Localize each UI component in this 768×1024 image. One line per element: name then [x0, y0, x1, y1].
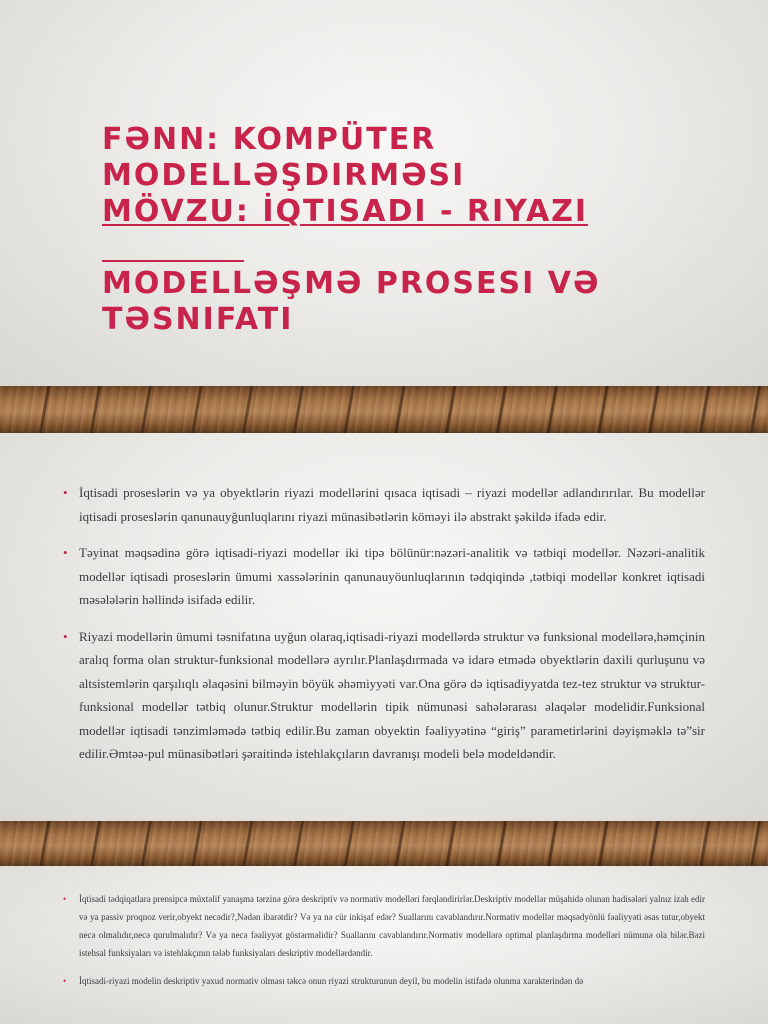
wood-floor-divider: [0, 821, 768, 866]
paragraph-text: İqtisadi proseslərin və ya obyektlərin riyazi modellərini qısaca iqtisadi – riyazi modellər adlandırırılar. Bu modellər iqtisadi proseslərin qanunauyğunluqlarını riyazi münasibətlərin köməyi ilə abstrakt şəkildə ifadə edir.: [79, 485, 705, 524]
list-item: [63, 972, 705, 990]
title-line: TƏSNIFATI: [102, 302, 294, 337]
bullet-list: [63, 481, 705, 779]
bullet-list: [63, 890, 705, 1000]
title-line: MODELLƏŞDIRMƏSI: [102, 158, 466, 193]
bullet-icon: •: [63, 628, 68, 644]
paragraph-text: Təyinat məqsədinə görə iqtisadi-riyazi modellər iki tipə bölünür:nəzəri-analitik və tətbiqi modellər. Nəzəri-analitik modellər iqtisadi proseslərin ümumi xassələrinin qanunauyöunluqlarının tədqiqində ,tətbiqi modellər konkret iqtisadi məsələlərin həllində isifadə edilir.: [79, 545, 705, 607]
slide-title: [102, 122, 722, 338]
content-slide-1: [0, 433, 768, 821]
title-line-underlined: MÖVZU: İQTISADI - RIYAZI: [102, 194, 722, 266]
bullet-icon: •: [63, 894, 67, 904]
list-item: [63, 481, 705, 528]
title-line: FƏNN: KOMPÜTER: [102, 122, 437, 157]
title-slide: [0, 0, 768, 386]
list-item: [63, 625, 705, 766]
title-line: MODELLƏŞMƏ PROSESI VƏ: [102, 266, 601, 301]
content-slide-2: [0, 866, 768, 1024]
wood-floor-divider: [0, 386, 768, 433]
bullet-icon: •: [63, 485, 68, 500]
paragraph-text: İqtisadi-riyazi modelin deskriptiv yaxud normativ olması təkcə onun riyazi strukturunun deyil, bu modelin istifadə olunma xarakterindən də: [79, 976, 584, 986]
bullet-icon: •: [63, 976, 67, 986]
paragraph-text: Riyazi modellərin ümumi təsnifatına uyğun olaraq,iqtisadi-riyazi modellərdə struktur və funksional modellərə,həmçinin aralıq forma olan struktur-funksional modellərə ayrılır.Planlaşdırmada və idarə etmədə obyektlərin daxili qurluşunu və altsistemlərin qarşılıqlı əlaqəsini bilməyin böyük əhəmiyyəti var.Ona görə də iqtisadiyyatda tez-tez struktur və struktur-funksional modellər tətbiq olunur.Struktur modellərin tipik nümunəsi sahələrarası əlaqələr modelidir.Funksional modellər iqtisadi tənzimləmədə tətbiq edilir.Bu zaman obyektin fəaliyyətinə “giriş” parametirlərini dəyişməklə tə”sir edilir.Əmtəə-pul münasibətləri şəraitində istehlakçıların davranışı modeli belə modeldəndir.: [79, 628, 705, 761]
paragraph-text: İqtisadi tədqiqatlara prensipcə müxtəlif yanaşma tərzinə görə deskriptiv və normativ modelləri fərqləndirirlər.Deskriptiv modellər müşahidə olunan hadisələri yalnız izah edir və ya passiv proqnoz verir,obyekt necədir?,Nədən ibarətdir? Və ya nə cür inkişaf edər? Suallarını cavablandırır.Normativ modellər məqsədyönlü fəaliyyəti əsas tutur,obyekt necə olmalıdır,necə qurulmalıdır? Və ya necə fəaliyyət göstərməlidir? Suallarını cavablandırır.Normativ modellərə optimal planlaşdırma modelləri nümunə ola bilər.Bəzi istehsal funksiyaları və istehlakçının tələb funksiyaları deskriptiv modellərdəndir.: [79, 894, 705, 958]
list-item: [63, 541, 705, 612]
bullet-icon: •: [63, 545, 68, 560]
list-item: [63, 890, 705, 962]
